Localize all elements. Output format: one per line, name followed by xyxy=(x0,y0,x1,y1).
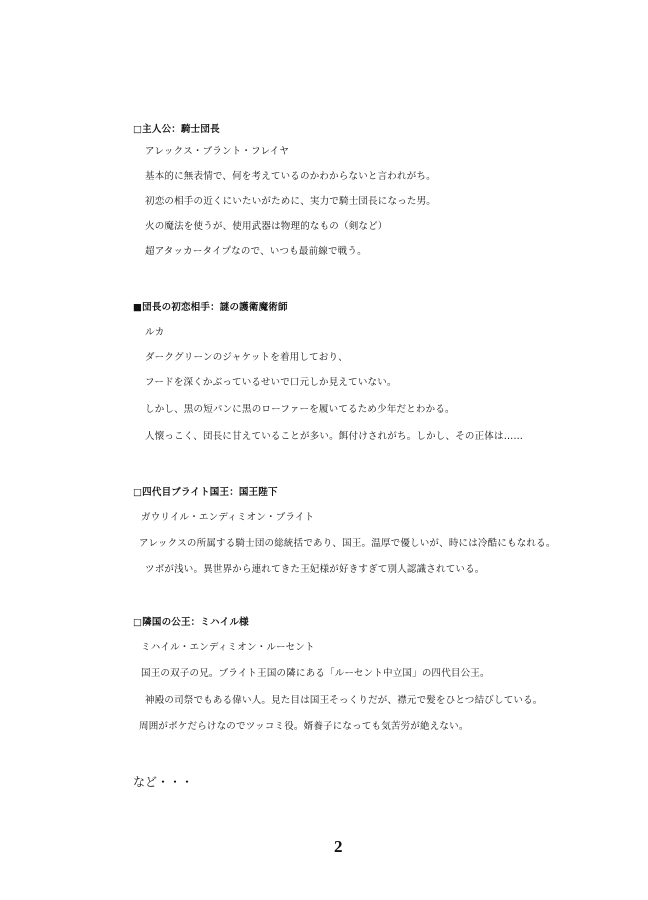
description-line: フードを深くかぶっているせいで口元しか見えていない。 xyxy=(145,377,397,388)
page-number: 2 xyxy=(334,837,343,856)
description-line: 国王の双子の兄。ブライト王国の隣にある「ルーセント中立国」の四代目公王。 xyxy=(141,668,490,679)
section-heading-first-love: ■団長の初恋相手：謎の護衛魔術師 xyxy=(133,302,288,313)
description-line: 初恋の相手の近くにいたいがために、実力で騎士団長になった男。 xyxy=(145,196,437,207)
character-name-luka: ルカ xyxy=(145,327,165,338)
description-line: アレックスの所属する騎士団の総統括であり、国王。温厚で優しいが、時には冷酷にもなれる。 xyxy=(139,538,556,549)
description-line: 火の魔法を使うが、使用武器は物理的なもの（剣など） xyxy=(145,221,388,232)
character-name-mikhail: ミハイル・エンディミオン・ルーセント xyxy=(141,642,315,653)
description-line: しかし、黒の短パンに黒のローファーを履いてるため少年だとわかる。 xyxy=(145,404,455,415)
section-heading-neighbor-prince: □隣国の公王：ミハイル様 xyxy=(133,617,249,628)
description-line: ツボが浅い。異世界から連れてきた王妃様が好きすぎて別人認識されている。 xyxy=(145,564,485,575)
section-heading-protagonist: □主人公：騎士団長 xyxy=(133,124,220,135)
description-line: 神殿の司祭でもある偉い人。見た目は国王そっくりだが、襟元で髪をひとつ結びしている。 xyxy=(145,695,543,706)
section-heading-king: □四代目ブライト国王：国王陛下 xyxy=(133,487,278,498)
character-name-gavriil: ガウリイル・エンディミオン・ブライト xyxy=(141,512,315,523)
closing-text: など・・・ xyxy=(133,775,194,789)
description-line: 周囲がボケだらけなのでツッコミ役。婿養子になっても気苦労が絶えない。 xyxy=(139,721,469,732)
character-name-alex: アレックス・ブラント・フレイヤ xyxy=(145,146,290,157)
description-line: ダークグリーンのジャケットを着用しており、 xyxy=(145,352,348,363)
description-line: 基本的に無表情で、何を考えているのかわからないと言われがち。 xyxy=(145,171,436,182)
description-line: 超アタッカータイプなので、いつも最前線で戦う。 xyxy=(145,246,367,257)
description-line: 人懐っこく、団長に甘えていることが多い。餌付けされがち。しかし、その正体は…… xyxy=(145,431,524,442)
